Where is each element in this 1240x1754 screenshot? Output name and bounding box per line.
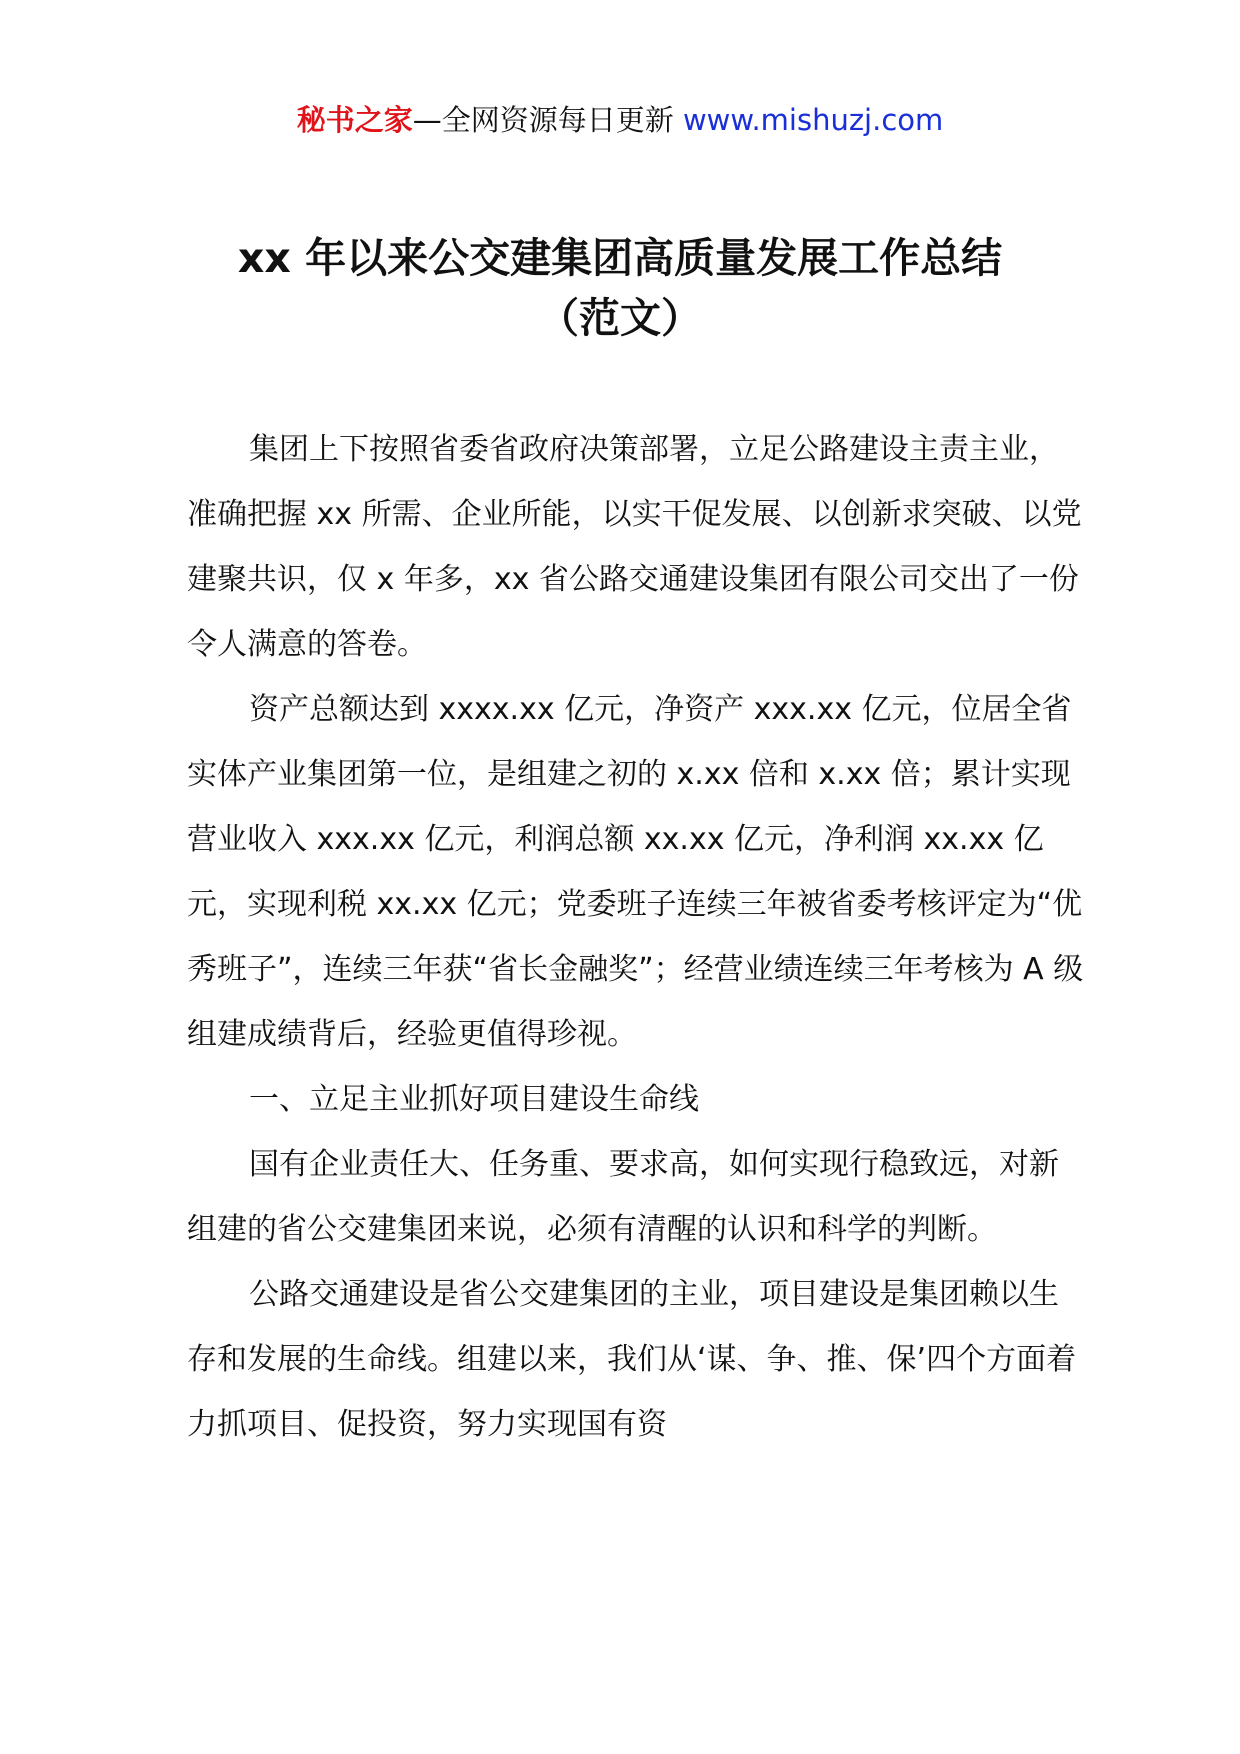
document-body <box>187 417 1087 1457</box>
paragraph-responsibility: 国有企业责任大、任务重、要求高，如何实现行稳致远，对新组建的省公交建集团来说，必须有清醒的认识和科学的判断。 <box>187 1147 1059 1247</box>
paragraph-achievements: 资产总额达到 xxxx.xx 亿元，净资产 xxx.xx 亿元，位居全省实体产业集团第一位，是组建之初的 x.xx 倍和 x.xx 倍；累计实现营业收入 xxx.xx 亿元，利润总额 xx.xx 亿元，净利润 xx.xx 亿元，实现利税 xx.xx 亿元；党委班子连续三年被省委考核评定为“优秀班子”，连续三年获“省长金融奖”；经营业绩连续三年考核为 A 级组建成绩背后，经验更值得珍视。 <box>187 692 1084 1052</box>
title-line-1: xx 年以来公交建集团高质量发展工作总结 <box>237 234 1003 282</box>
paragraph-intro: 集团上下按照省委省政府决策部署，立足公路建设主责主业，准确把握 xx 所需、企业所能，以实干促发展、以创新求突破、以党建聚共识，仅 x 年多，xx 省公路交通建设集团有限公司交出了一份令人满意的答卷。 <box>187 432 1082 662</box>
brand-name: 秘书之家 <box>296 103 413 137</box>
title-line-2: （范文） <box>538 294 702 342</box>
site-header <box>0 100 1240 140</box>
header-tagline: —全网资源每日更新 <box>412 103 683 137</box>
section-heading-1: 一、立足主业抓好项目建设生命线 <box>249 1082 699 1117</box>
paragraph-main-business: 公路交通建设是省公交建集团的主业，项目建设是集团赖以生存和发展的生命线。组建以来，我们从‘谋、争、推、保’四个方面着力抓项目、促投资，努力实现国有资 <box>187 1277 1077 1442</box>
site-url-link[interactable]: www.mishuzj.com <box>682 103 944 137</box>
document-title <box>0 228 1240 348</box>
